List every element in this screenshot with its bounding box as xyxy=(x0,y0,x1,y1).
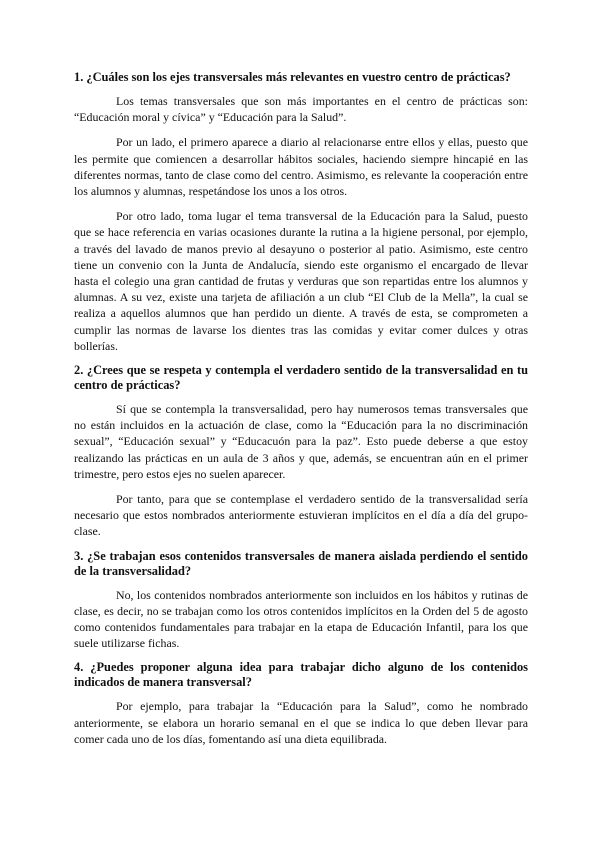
question-heading: 2. ¿Crees que se respeta y contempla el verdadero sentido de la transversalidad en tu centro de prácticas? xyxy=(74,363,528,393)
answer-paragraph: Por otro lado, toma lugar el tema transversal de la Educación para la Salud, puesto que se hace referencia en varias ocasiones durante la rutina a la higiene personal, por ejemplo, a través del lavado de manos previo al desayuno o posterior al patio. Asimismo, este centro tiene un convenio con la Junta de Andalucía, siendo este organismo el encargado de llevar hasta el colegio una gran cantidad de frutas y verduras que son repartidas entre los alumnos y alumnas. A su vez, existe una tarjeta de afiliación a un club “El Club de la Mella”, la cual se realiza a aquellos alumnos que han perdido un diente. A través de esta, se comprometen a cumplir las normas de lavarse los dientes tras las comidas y evitar comer dulces y otras bollerías. xyxy=(74,209,528,353)
answer-paragraph: No, los contenidos nombrados anteriormente son incluidos en los hábitos y rutinas de clase, es decir, no se trabajan como los otros contenidos implícitos en la Orden del 5 de agosto como contenidos fundamentales para trabajar en la etapa de Educación Infantil, para los que suele utilizarse fichas. xyxy=(74,587,528,651)
question-heading: 1. ¿Cuáles son los ejes transversales más relevantes en vuestro centro de prácticas? xyxy=(74,70,511,84)
answer-paragraph: Sí que se contempla la transversalidad, pero hay numerosos temas transversales que no están incluidos en la actuación de clase, como la “Educación para la no discriminación sexual”, “Educación sexual” y “Educacuón para la paz”. Esto puede deberse a que estoy realizando las prácticas en un aula de 3 años y que, además, se encuentran aún en el primer trimestre, pero estos ejes no suelen aparecer. xyxy=(74,402,528,481)
answer-paragraph: Por un lado, el primero aparece a diario al relacionarse entre ellos y ellas, puesto que les permite que comiencen a desarrollar hábitos sociales, haciendo siempre hincapié en las diferentes normas, tanto de clase como del centro. Asimismo, es relevante la cooperación entre los alumnos y alumnas, respetándose los unos a los otros. xyxy=(74,135,528,199)
answer-paragraph: Por tanto, para que se contemplase el verdadero sentido de la transversalidad sería necesario que estos nombrados anteriormente estuvieran implícitos en el día a día del grupo-clase. xyxy=(74,492,528,539)
section-1 xyxy=(74,70,528,354)
question-heading: 4. ¿Puedes proponer alguna idea para trabajar dicho alguno de los contenidos indicados de manera transversal? xyxy=(74,660,528,690)
section-2 xyxy=(74,363,528,540)
answer-paragraph: Por ejemplo, para trabajar la “Educación para la Salud”, como he nombrado anteriormente, se elabora un horario semanal en el que se indica lo que deben llevar para comer cada uno de los días, fomentando así una dieta equilibrada. xyxy=(74,699,528,746)
question-heading: 3. ¿Se trabajan esos contenidos transversales de manera aislada perdiendo el sentido de la transversalidad? xyxy=(74,548,528,578)
answer-paragraph: Los temas transversales que son más importantes en el centro de prácticas son: “Educación moral y cívica” y “Educación para la Salud”. xyxy=(74,94,528,125)
section-3 xyxy=(74,549,528,652)
section-4 xyxy=(74,660,528,747)
